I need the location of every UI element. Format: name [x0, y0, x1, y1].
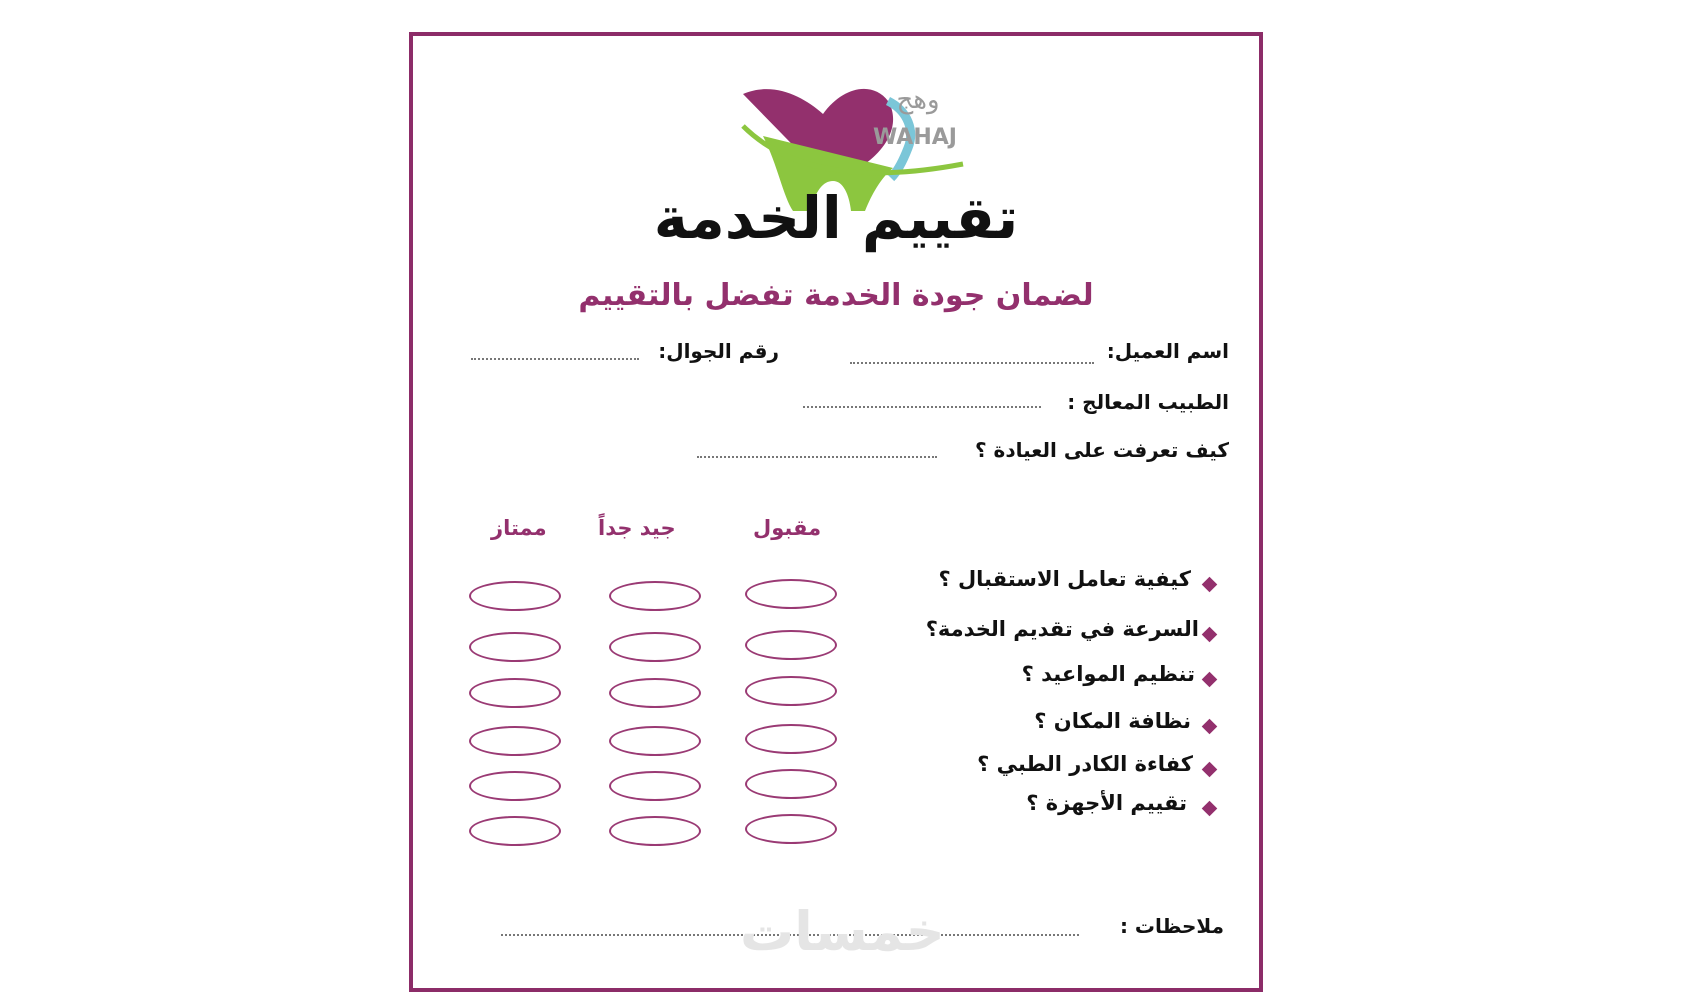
- mobile-line[interactable]: [471, 358, 639, 360]
- question-cleanliness: نظافة المكان ؟: [1034, 709, 1191, 733]
- rating-oval-speed-excellent[interactable]: [469, 632, 561, 662]
- rating-oval-appointments-acceptable[interactable]: [745, 676, 837, 706]
- bullet-diamond-icon: [1202, 801, 1218, 817]
- form-title: تقييم الخدمة: [653, 184, 1019, 252]
- rating-oval-medical-staff-very-good[interactable]: [609, 771, 701, 801]
- doctor-line[interactable]: [803, 406, 1041, 408]
- logo-english-text: WAHAJ: [873, 125, 957, 150]
- rating-col-very-good: جيد جداً: [598, 516, 676, 540]
- question-speed: السرعة في تقديم الخدمة؟: [925, 617, 1199, 641]
- question-appointments: تنظيم المواعيد ؟: [1021, 662, 1195, 686]
- question-equipment: تقييم الأجهزة ؟: [1026, 791, 1187, 815]
- rating-oval-reception-excellent[interactable]: [469, 581, 561, 611]
- bullet-diamond-icon: [1202, 719, 1218, 735]
- rating-oval-equipment-very-good[interactable]: [609, 816, 701, 846]
- rating-oval-medical-staff-acceptable[interactable]: [745, 769, 837, 799]
- rating-oval-appointments-excellent[interactable]: [469, 678, 561, 708]
- rating-col-excellent: ممتاز: [491, 516, 547, 540]
- mobile-label: رقم الجوال:: [658, 339, 779, 363]
- rating-oval-appointments-very-good[interactable]: [609, 678, 701, 708]
- source-label: كيف تعرفت على العيادة ؟: [974, 438, 1229, 462]
- question-medical-staff: كفاءة الكادر الطبي ؟: [977, 752, 1193, 776]
- logo-arabic-text: وهج: [896, 85, 940, 115]
- rating-oval-equipment-excellent[interactable]: [469, 816, 561, 846]
- rating-oval-cleanliness-very-good[interactable]: [609, 726, 701, 756]
- rating-oval-speed-acceptable[interactable]: [745, 630, 837, 660]
- rating-oval-medical-staff-excellent[interactable]: [469, 771, 561, 801]
- rating-oval-reception-acceptable[interactable]: [745, 579, 837, 609]
- bullet-diamond-icon: [1202, 762, 1218, 778]
- rating-oval-cleanliness-acceptable[interactable]: [745, 724, 837, 754]
- evaluation-form-page: [409, 32, 1263, 992]
- rating-oval-speed-very-good[interactable]: [609, 632, 701, 662]
- rating-oval-equipment-acceptable[interactable]: [745, 814, 837, 844]
- rating-oval-cleanliness-excellent[interactable]: [469, 726, 561, 756]
- rating-oval-reception-very-good[interactable]: [609, 581, 701, 611]
- site-watermark: خمسات: [740, 900, 945, 963]
- bullet-diamond-icon: [1202, 577, 1218, 593]
- rating-col-acceptable: مقبول: [753, 516, 822, 540]
- form-subtitle: لضمان جودة الخدمة تفضل بالتقييم: [578, 278, 1094, 313]
- client-name-label: اسم العميل:: [1106, 339, 1229, 363]
- client-name-line[interactable]: [850, 362, 1094, 364]
- source-line[interactable]: [697, 456, 937, 458]
- bullet-diamond-icon: [1202, 672, 1218, 688]
- bullet-diamond-icon: [1202, 627, 1218, 643]
- doctor-label: الطبيب المعالج :: [1067, 390, 1229, 414]
- question-reception: كيفية تعامل الاستقبال ؟: [938, 567, 1191, 591]
- notes-label: ملاحظات :: [1119, 914, 1224, 938]
